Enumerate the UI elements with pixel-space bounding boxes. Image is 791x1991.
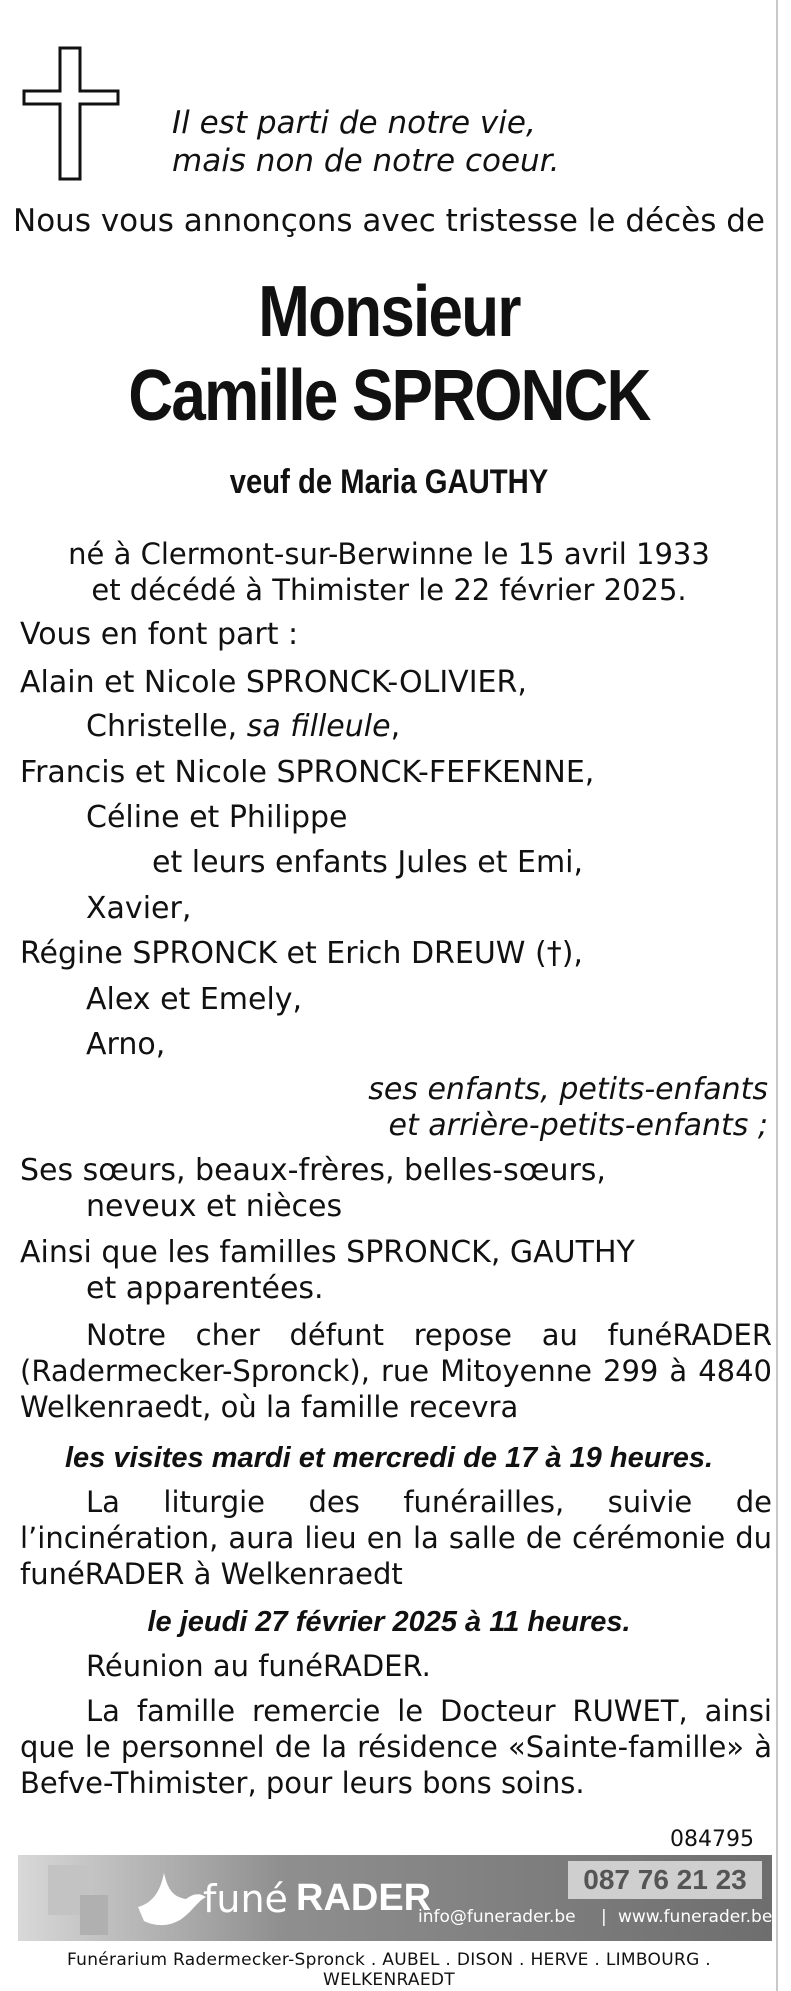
footer-locations: Funérarium Radermecker-Spronck . AUBEL . DISON . HERVE . LIMBOURG . WELKENRAEDT	[67, 1950, 711, 1990]
brand-light: funé	[203, 1877, 288, 1921]
mourner-line: Alain et Nicole SPRONCK-OLIVIER,	[20, 665, 527, 700]
others-line: Ses sœurs, beaux-frères, belles-sœurs,	[20, 1153, 606, 1188]
mourner-punct: ,	[390, 709, 401, 744]
widow-of: veuf de Maria GAUTHY	[229, 463, 549, 501]
mourner-line: Céline et Philippe	[86, 800, 348, 835]
repose-paragraph: Notre cher défunt repose au funéRADER (Radermecker-Spronck), rue Mitoyenne 299 à 4840 Welkenraedt, où la famille recevra	[20, 1318, 772, 1424]
funeral-home-banner	[18, 1855, 772, 1941]
mourner-role: sa filleule	[246, 709, 391, 744]
mourner-line: Alex et Emely,	[86, 982, 303, 1017]
thanks-paragraph: La famille remercie le Docteur RUWET, ainsi que le personnel de la résidence «Sainte-famille» à Befve-Thimister, pour leurs bons soins.	[20, 1694, 772, 1800]
death-line: et décédé à Thimister le 22 février 2025.	[91, 573, 687, 607]
name-full: Camille SPRONCK	[128, 356, 650, 436]
name-title: Monsieur	[258, 272, 520, 352]
quote	[172, 104, 559, 180]
dove-icon	[130, 1863, 210, 1935]
phone-number[interactable]: 087 76 21 23	[568, 1861, 762, 1899]
birth-line: né à Clermont-sur-Berwinne le 15 avril 1933	[68, 537, 710, 571]
children-summary-2: et arrière-petits-enfants ;	[388, 1108, 768, 1143]
liturgy-paragraph: La liturgie des funérailles, suivie de l’incinération, aura lieu en la salle de cérémonie du funéRADER à Welkenraedt	[20, 1485, 772, 1591]
dates	[0, 536, 778, 608]
visits-line: les visites mardi et mercredi de 17 à 19 heures.	[64, 1442, 714, 1474]
children-summary-1: ses enfants, petits-enfants	[368, 1072, 768, 1107]
mourner-line: Régine SPRONCK et Erich DREUW (†),	[20, 936, 583, 971]
reference-number: 084795	[670, 1827, 754, 1852]
mourner-line: Arno,	[86, 1027, 166, 1062]
deceased-name	[54, 270, 723, 438]
separator: |	[601, 1907, 607, 1927]
mourner-line: Francis et Nicole SPRONCK-FEFKENNE,	[20, 755, 595, 790]
meeting-line: Réunion au funéRADER.	[86, 1649, 431, 1683]
email-link[interactable]: info@funerader.be	[418, 1907, 576, 1927]
others-line: et apparentées.	[86, 1271, 324, 1306]
website-link[interactable]: www.funerader.be	[618, 1907, 773, 1927]
mourner-line: et leurs enfants Jules et Emi,	[152, 845, 584, 880]
decor-square	[80, 1895, 108, 1935]
ceremony-date: le jeudi 27 février 2025 à 11 heures.	[147, 1606, 631, 1638]
brand-bold: RADER	[296, 1877, 432, 1919]
mourner-line: Xavier,	[86, 891, 192, 926]
others-line: neveux et nièces	[86, 1189, 343, 1224]
others-line: Ainsi que les familles SPRONCK, GAUTHY	[20, 1235, 635, 1270]
intro-text: Nous vous annonçons avec tristesse le décès de	[13, 203, 765, 239]
mourner-line: Vous en font part :	[20, 617, 299, 652]
mourner-name: Christelle,	[86, 709, 238, 744]
quote-line-2: mais non de notre coeur.	[172, 143, 560, 179]
mourner-line	[86, 709, 400, 745]
quote-line-1: Il est parti de notre vie,	[172, 105, 536, 141]
cross-icon	[22, 46, 120, 181]
